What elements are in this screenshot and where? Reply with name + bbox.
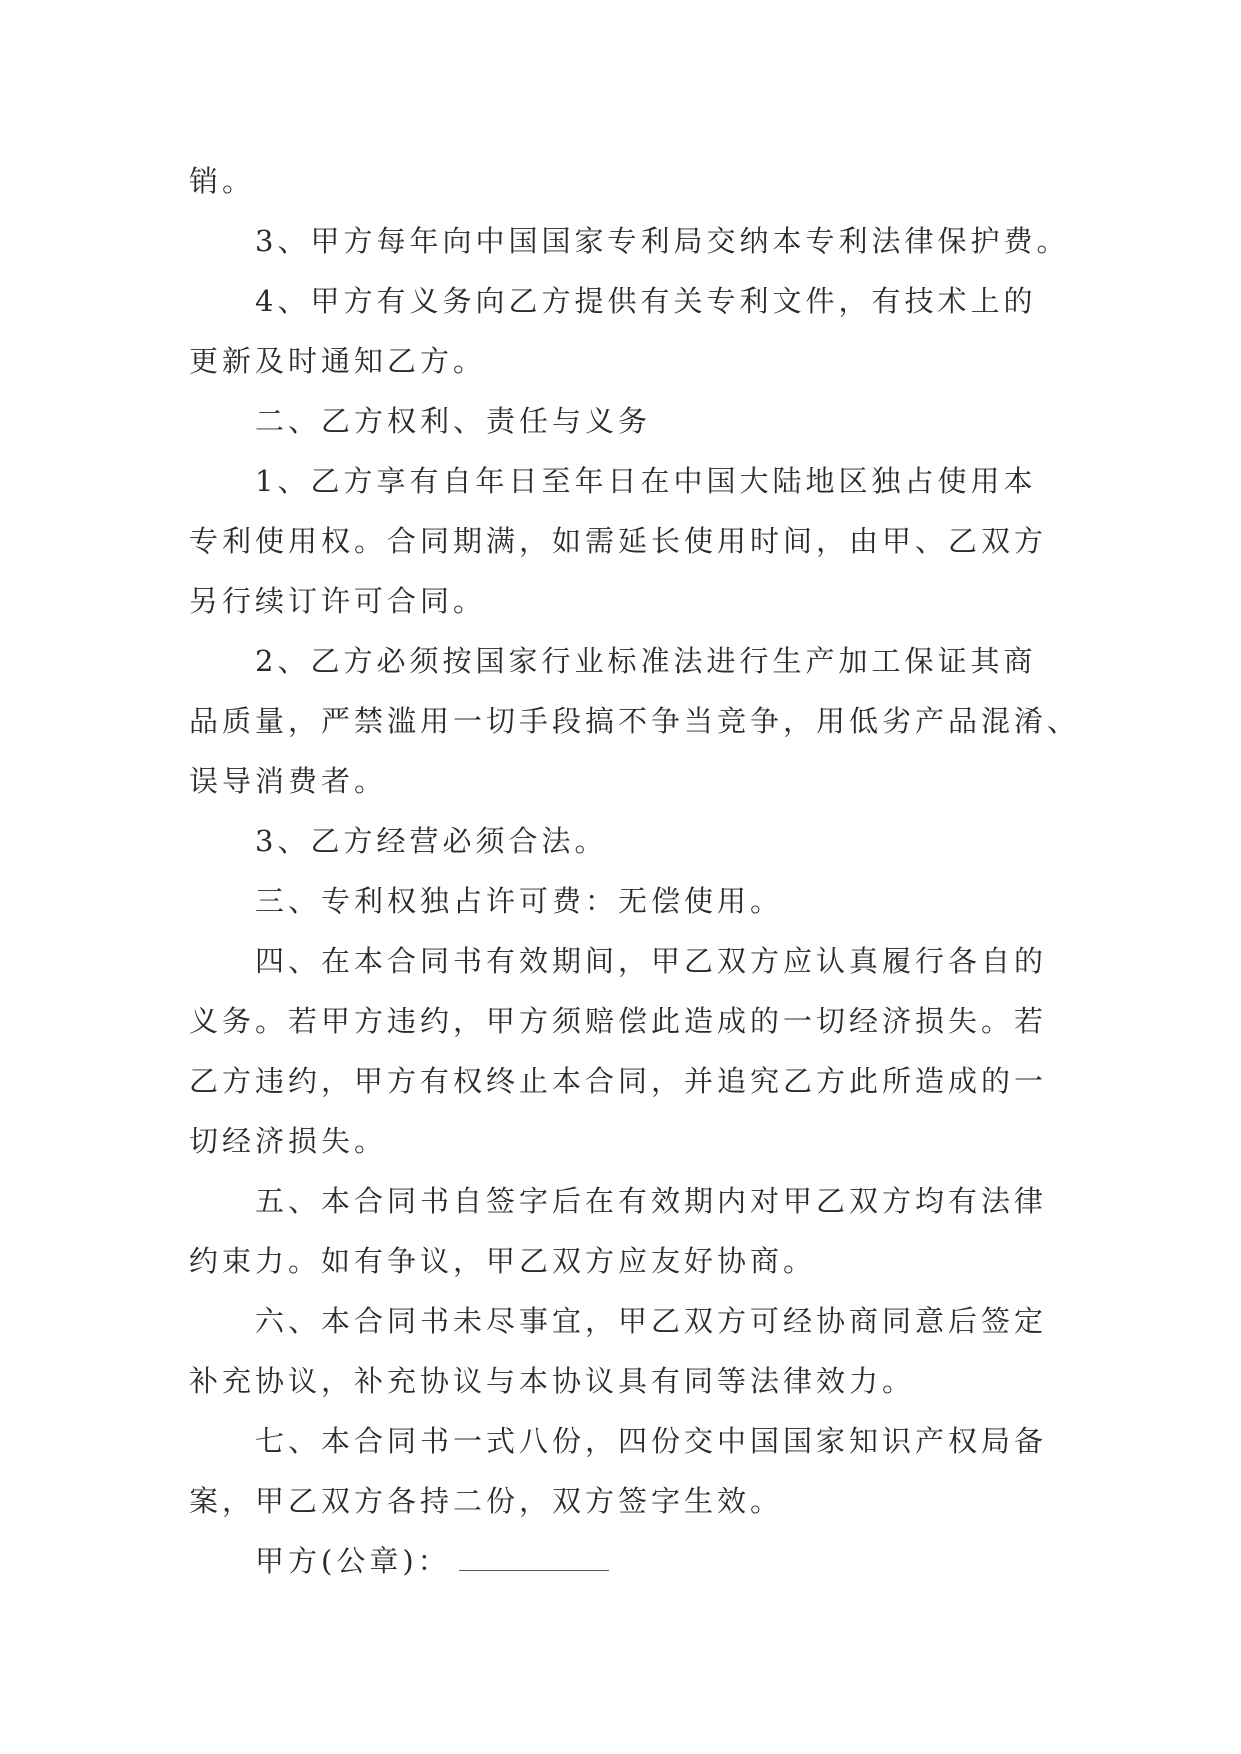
party-a-seal-label: 甲方(公章)：: [255, 1544, 451, 1578]
text-line: 切经济损失。: [189, 1124, 388, 1158]
signature-blank-line: [459, 1552, 609, 1571]
text-line: 品质量，严禁滥用一切手段搞不争当竞争，用低劣产品混淆、: [189, 704, 1081, 738]
text-line: 3、甲方每年向中国国家专利局交纳本专利法律保护费。: [255, 224, 1070, 258]
party-a-signature-row: [189, 1531, 1069, 1591]
text-line: 约束力。如有争议，甲乙双方应友好协商。: [189, 1244, 817, 1278]
text-line: 补充协议，补充协议与本协议具有同等法律效力。: [189, 1364, 916, 1398]
contract-body: [189, 151, 1081, 1591]
text-line: 案，甲乙双方各持二份，双方签字生效。: [189, 1484, 784, 1518]
text-line: 五、本合同书自签字后在有效期内对甲乙双方均有法律: [255, 1184, 1048, 1218]
text-line: 专利使用权。合同期满，如需延长使用时间，由甲、乙双方: [189, 524, 1048, 558]
text-line: 乙方违约，甲方有权终止本合同，并追究乙方此所造成的一: [189, 1064, 1048, 1098]
text-line: 四、在本合同书有效期间，甲乙双方应认真履行各自的: [255, 944, 1048, 978]
text-line: 1、乙方享有自年日至年日在中国大陆地区独占使用本: [255, 464, 1037, 498]
text-line: 2、乙方必须按国家行业标准法进行生产加工保证其商: [255, 644, 1037, 678]
text-line: 3、乙方经营必须合法。: [255, 824, 608, 858]
section-heading: 三、专利权独占许可费：无偿使用。: [255, 884, 784, 918]
text-line: 4、甲方有义务向乙方提供有关专利文件，有技术上的: [255, 284, 1037, 318]
text-line: 义务。若甲方违约，甲方须赔偿此造成的一切经济损失。若: [189, 1004, 1048, 1038]
text-line: 七、本合同书一式八份，四份交中国国家知识产权局备: [255, 1424, 1048, 1458]
text-line: 更新及时通知乙方。: [189, 344, 487, 378]
text-line: 误导消费者。: [189, 764, 388, 798]
text-line: 销。: [189, 164, 256, 198]
text-line: 另行续订许可合同。: [189, 584, 487, 618]
text-line: 六、本合同书未尽事宜，甲乙双方可经协商同意后签定: [255, 1304, 1048, 1338]
section-heading: 二、乙方权利、责任与义务: [255, 404, 652, 438]
